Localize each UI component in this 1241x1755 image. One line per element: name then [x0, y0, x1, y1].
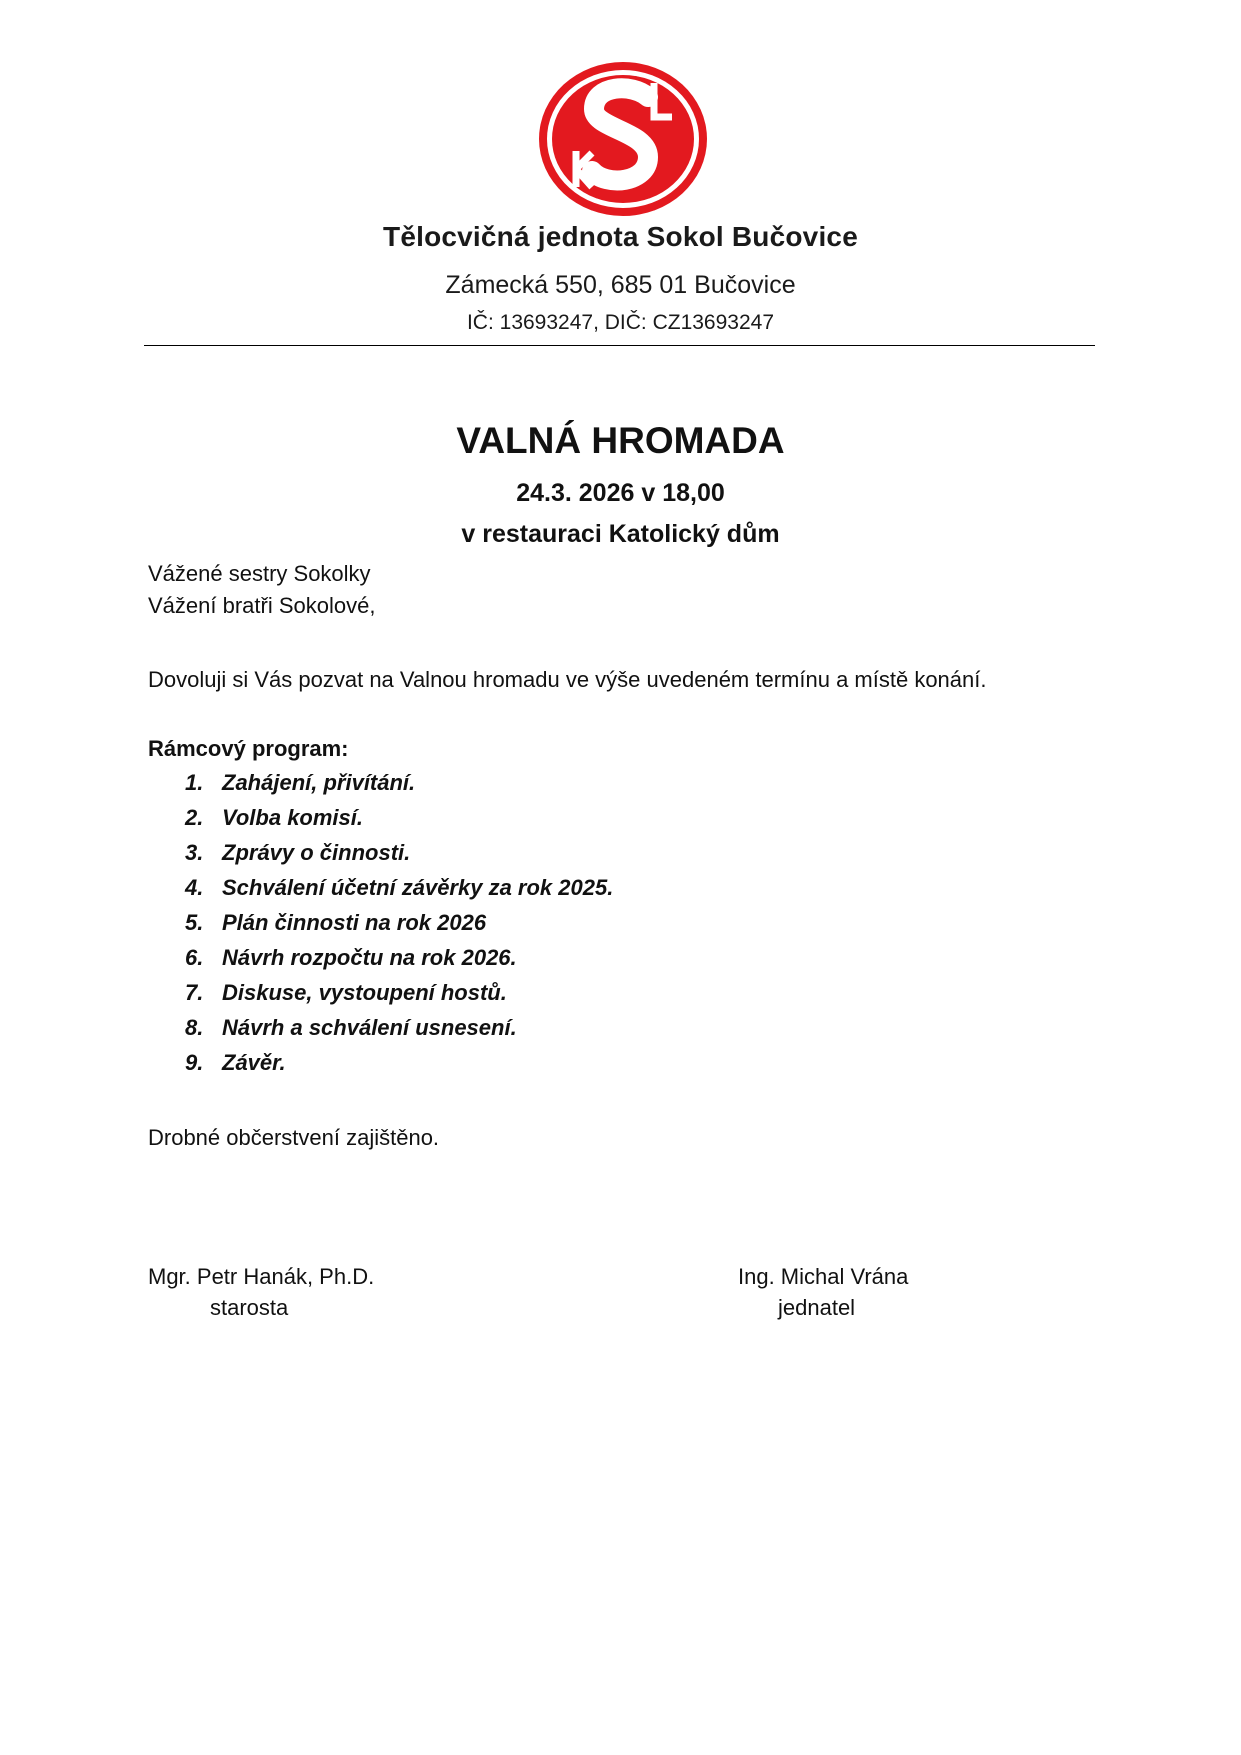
agenda-item	[185, 944, 613, 979]
agenda-item-text: Volba komisí.	[222, 805, 364, 830]
agenda-item-number: 1.	[185, 770, 204, 795]
greeting-sisters: Vážené sestry Sokolky	[148, 561, 371, 586]
agenda-item-text: Návrh rozpočtu na rok 2026.	[222, 945, 517, 970]
sokol-logo	[536, 59, 710, 219]
invitation-text: Dovoluji si Vás pozvat na Valnou hromadu ve výše uvedeném termínu a místě konání.	[148, 667, 987, 692]
agenda-item-text: Zahájení, přivítání.	[222, 770, 416, 795]
organization-ids: IČ: 13693247, DIČ: CZ13693247	[466, 311, 775, 334]
agenda-item	[185, 979, 613, 1014]
event-date: 24.3. 2026 v 18,00	[516, 479, 725, 507]
agenda-item-number: 2.	[185, 805, 204, 830]
program-heading: Rámcový program:	[148, 736, 349, 761]
agenda-item-number: 4.	[185, 875, 204, 900]
agenda-item-number: 7.	[185, 980, 204, 1005]
organization-address: Zámecká 550, 685 01 Bučovice	[445, 271, 796, 299]
greeting-brothers: Vážení bratři Sokolové,	[148, 593, 376, 618]
header-divider	[144, 345, 1095, 346]
event-venue: v restauraci Katolický dům	[461, 520, 780, 548]
signatory-role-secretary: jednatel	[778, 1295, 856, 1320]
agenda-item-number: 5.	[185, 910, 204, 935]
agenda-item-number: 9.	[185, 1050, 204, 1075]
agenda-item	[185, 769, 613, 804]
refreshments-note: Drobné občerstvení zajištěno.	[148, 1125, 440, 1150]
signatory-name-chairman: Mgr. Petr Hanák, Ph.D.	[148, 1264, 375, 1289]
agenda-item-text: Závěr.	[222, 1050, 286, 1075]
agenda-item	[185, 874, 613, 909]
agenda-item-number: 6.	[185, 945, 204, 970]
event-title: VALNÁ HROMADA	[456, 420, 785, 461]
agenda-item	[185, 1049, 613, 1084]
agenda-item	[185, 804, 613, 839]
agenda-item-number: 8.	[185, 1015, 204, 1040]
agenda-item-text: Zprávy o činnosti.	[222, 840, 411, 865]
agenda-item	[185, 909, 613, 944]
signatory-name-secretary: Ing. Michal Vrána	[738, 1264, 909, 1289]
agenda-item-text: Návrh a schválení usnesení.	[222, 1015, 517, 1040]
agenda-item-text: Plán činnosti na rok 2026	[222, 910, 487, 935]
agenda-item	[185, 839, 613, 874]
agenda-item	[185, 1014, 613, 1049]
agenda-item-text: Diskuse, vystoupení hostů.	[222, 980, 507, 1005]
agenda-list	[185, 769, 613, 1084]
organization-name: Tělocvičná jednota Sokol Bučovice	[383, 221, 858, 252]
agenda-item-text: Schválení účetní závěrky za rok 2025.	[222, 875, 614, 900]
signatory-role-chairman: starosta	[210, 1295, 289, 1320]
agenda-item-number: 3.	[185, 840, 204, 865]
